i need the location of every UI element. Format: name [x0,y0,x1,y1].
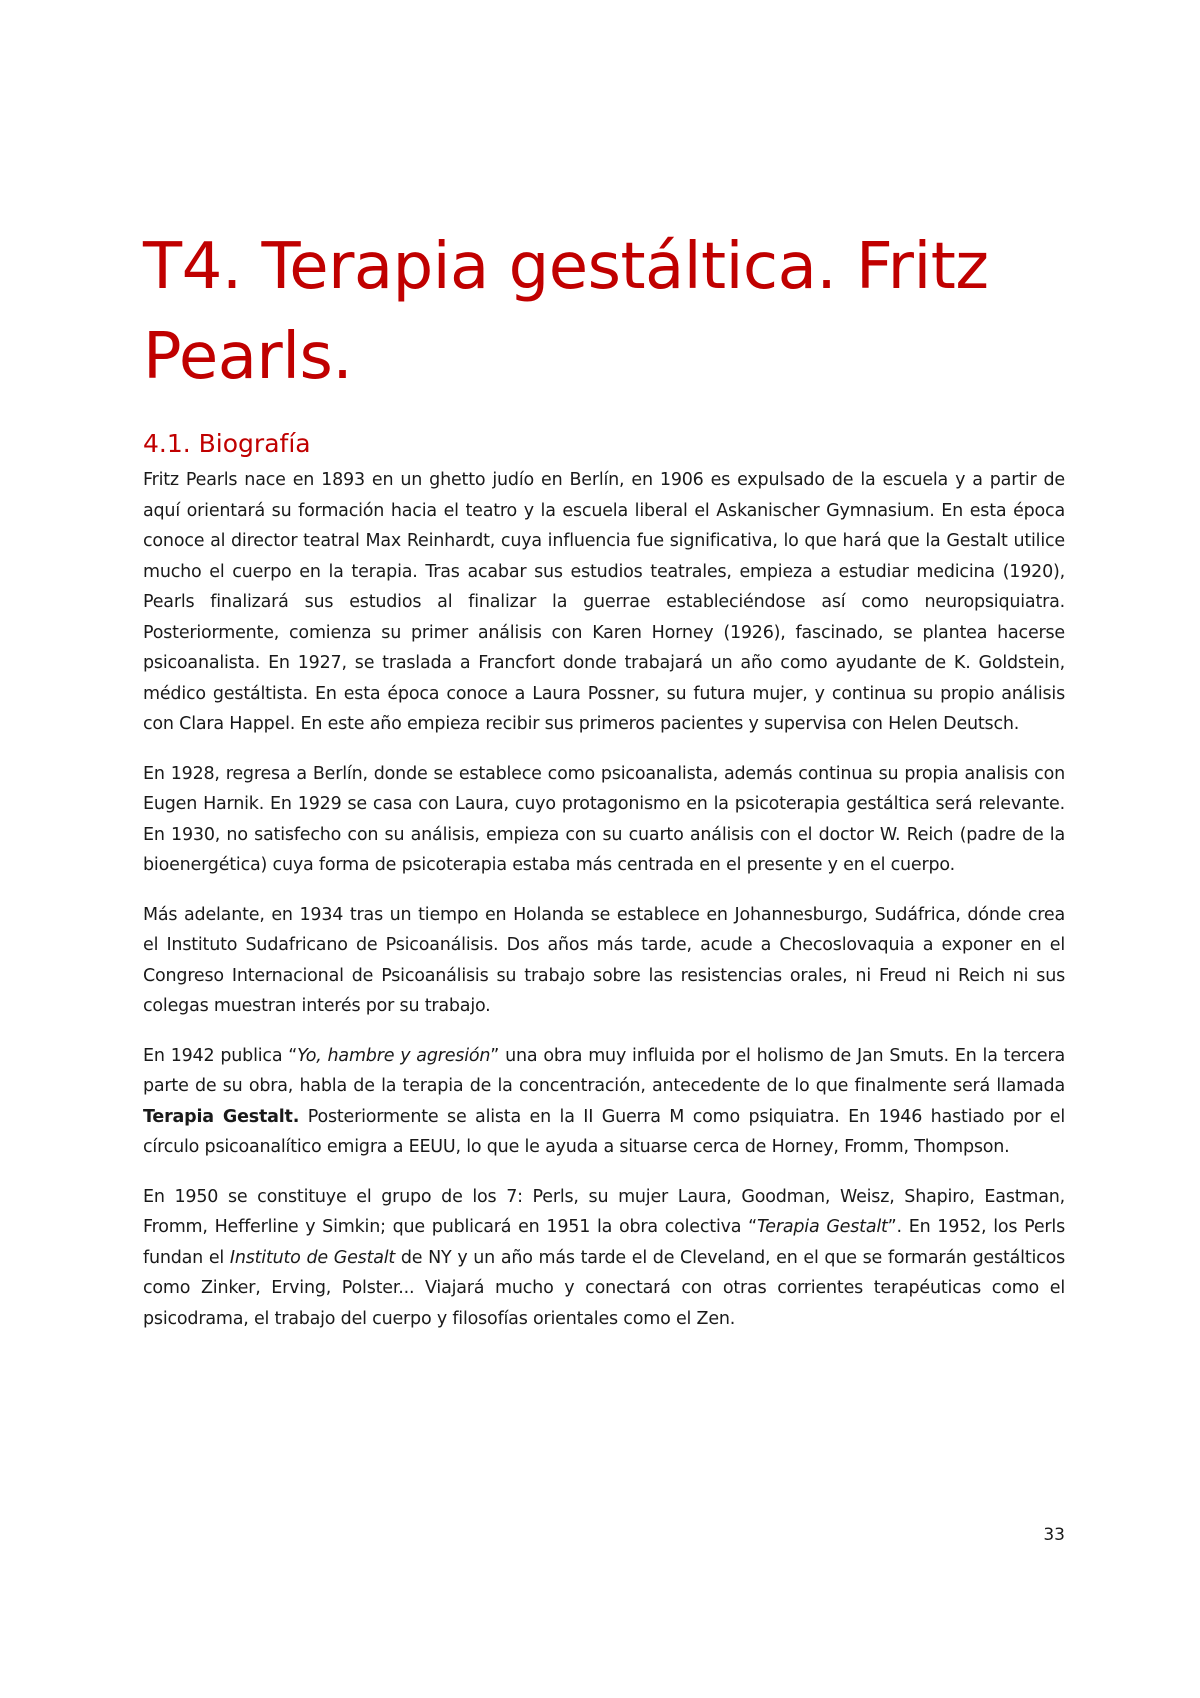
paragraph-5-text: de NY y un año más tarde el de Cleveland, en el que se formarán gestálticos como Zinker, Erving, Polster... Viajará mucho y conectará con otras corrientes terapéuticas como el psicodrama, el trabajo del cuerpo y filosofías orientales como el Zen. [143,1247,1065,1329]
paragraph-5-text: ”. En 1952, los Perls fundan el [143,1217,1065,1268]
paragraph-4-text: ” una obra muy influida por el holismo de Jan Smuts. En la tercera parte de su obra, habla de la terapia de la concentración, antecedente de lo que finalmente será llamada [143,1045,1066,1096]
term-bold: Terapia Gestalt. [143,1106,300,1127]
paragraph-4 [143,1041,1065,1163]
document-page [143,0,1065,1698]
paragraph-2: En 1928, regresa a Berlín, donde se establece como psicoanalista, además continua su propia analisis con Eugen Harnik. En 1929 se casa con Laura, cuyo protagonismo en la psicoterapia gestáltica será relevante. En 1930, no satisfecho con su análisis, empieza con su cuarto análisis con el doctor W. Reich (padre de la bioenergética) cuya forma de psicoterapia estaba más centrada en el presente y en el cuerpo. [143,763,1065,875]
paragraph-5 [143,1182,1065,1335]
paragraph-3: Más adelante, en 1934 tras un tiempo en Holanda se establece en Johannesburgo, Sudáfrica, dónde crea el Instituto Sudafricano de Psicoanálisis. Dos años más tarde, acude a Checoslovaquia a exponer en el Congreso Internacional de Psicoanálisis su trabajo sobre las resistencias orales, ni Freud ni Reich ni sus colegas muestran interés por su trabajo. [143,904,1065,1016]
paragraph-1: Fritz Pearls nace en 1893 en un ghetto judío en Berlín, en 1906 es expulsado de la escuela y a partir de aquí orientará su formación hacia el teatro y la escuela liberal el Askanischer Gymnasium. En esta época conoce al director teatral Max Reinhardt, cuya influencia fue significativa, lo que hará que la Gestalt utilice mucho el cuerpo en la terapia. Tras acabar sus estudios teatrales, empieza a estudiar medicina (1920), Pearls finalizará sus estudios al finalizar la guerrae estableciéndose así como neuropsiquiatra. Posteriormente, comienza su primer análisis con Karen Horney (1926), fascinado, se plantea hacerse psicoanalista. En 1927, se traslada a Francfort donde trabajará un año como ayudante de K. Goldstein, médico gestáltista. En esta época conoce a Laura Possner, su futura mujer, y continua su propio análisis con Clara Happel. En este año empieza recibir sus primeros pacientes y supervisa con Helen Deutsch. [143,470,1065,734]
book-title-italic: Terapia Gestalt [756,1217,888,1237]
section-title: 4.1. Biografía [143,429,311,458]
institute-name-italic: Instituto de Gestalt [229,1247,396,1268]
body-text [143,465,1065,1353]
paragraph-4-text: Posteriormente se alista en la II Guerra M como psiquiatra. En 1946 hastiado por el círculo psicoanalítico emigra a EEUU, lo que le ayuda a situarse cerca de Horney, Fromm, Thompson. [143,1106,1066,1157]
paragraph-5-text: En 1950 se constituye el grupo de los 7: Perls, su mujer Laura, Goodman, Weisz, Shapiro, Eastman, Fromm, Hefferline y Simkin; que publicará en 1951 la obra colectiva “ [143,1186,1065,1237]
page-number: 33 [1043,1525,1065,1545]
paragraph-4-text: En 1942 publica “ [143,1045,298,1066]
chapter-title: T4. Terapia gestáltica. Fritz Pearls. [143,230,989,394]
book-title-italic: Yo, hambre y agresión [297,1045,491,1066]
